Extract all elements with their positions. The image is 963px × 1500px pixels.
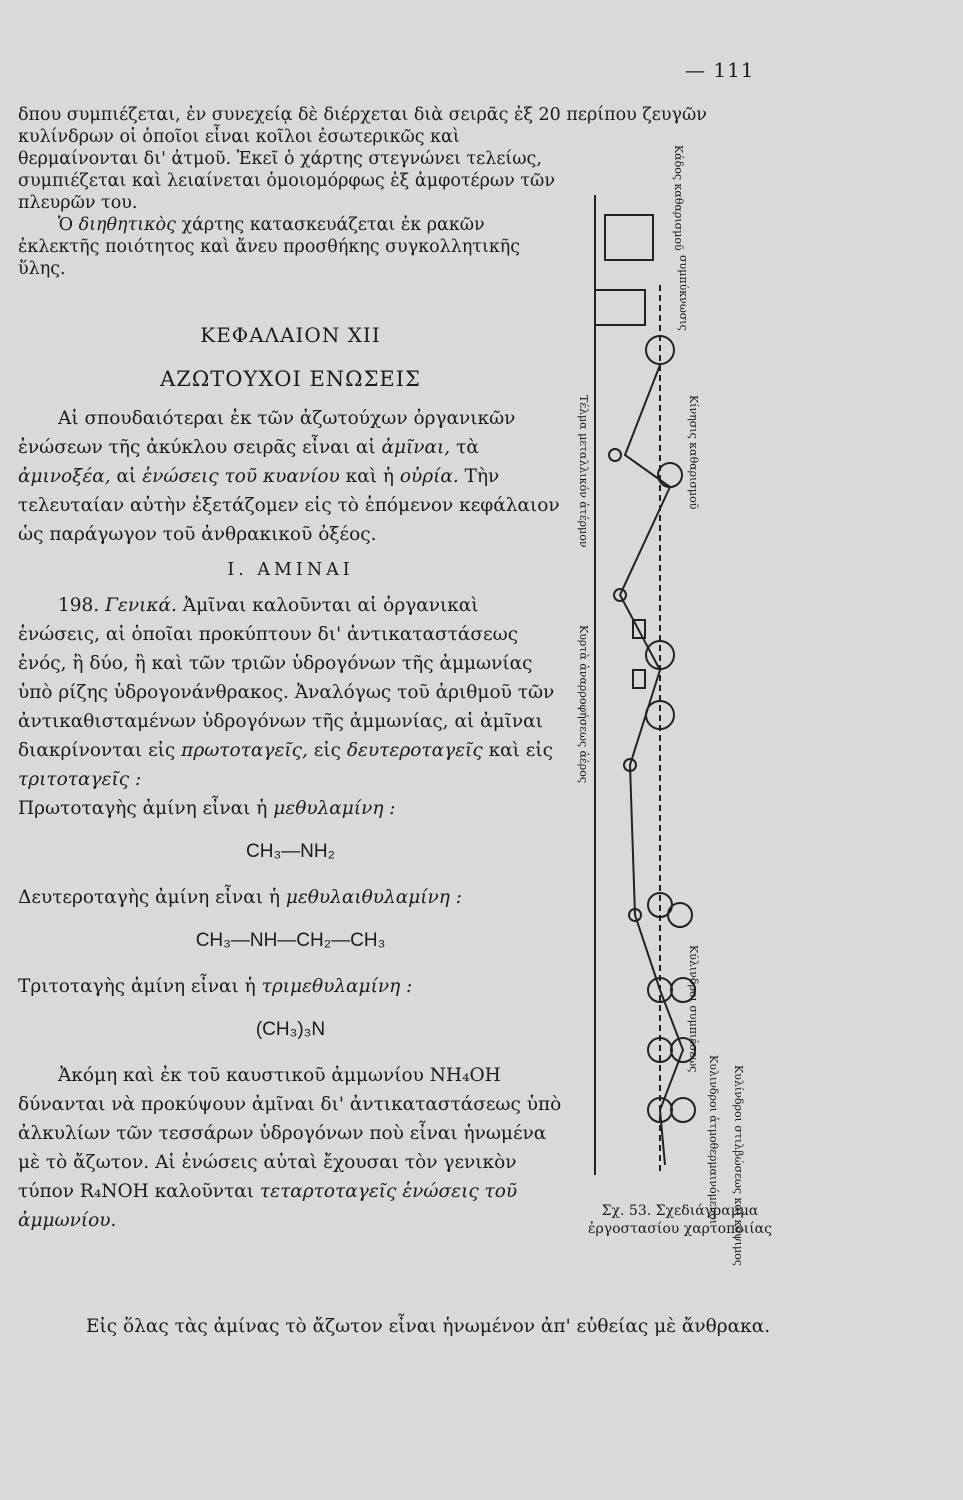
ci-pre: Αἱ σπουδαιότεραι ἐκ τῶν ἀζωτούχων ὀργανικῶν ἑνώσεων τῆς ἀκύκλου σειρᾶς εἶναι αἱ (18, 408, 516, 458)
kw-tertiary: τριτοταγεῖς : (18, 769, 142, 790)
primary-amine-line (18, 794, 563, 823)
ammonium-term: τεταρτοταγεῖς ἑνώσεις τοῦ ἀμμωνίου. (18, 1181, 518, 1231)
par-mid: εἰς (313, 740, 341, 761)
ci-mid2: αἱ (116, 466, 137, 487)
ci-mid3: καὶ ἡ (345, 466, 394, 487)
calender-roller (671, 1098, 695, 1122)
kw-primary: πρωτοταγεῖς, (181, 740, 308, 761)
fig-label-c: Κίνησις καθαρισμοῦ (687, 395, 700, 510)
tertiary-label: Τριτοταγὴς ἀμίνη εἶναι ἡ (18, 976, 256, 997)
secondary-amine-line (18, 883, 563, 912)
fig-label-a: Κάδος καθαρισμοῦ (672, 145, 685, 251)
roller (658, 463, 682, 487)
filter-post: χάρτης κατασκευάζεται ἐκ ρακῶν ἐκλεκτῆς ποιότητος καὶ ἄνευ προσθήκης συγκολλητικῆς ὕλης. (18, 215, 521, 279)
ci-amino-acids: ἀμινοξέα, (18, 466, 111, 487)
closing-paragraph (18, 1312, 778, 1341)
tertiary-amine-line (18, 972, 563, 1001)
par-text: Ἀμῖναι καλοῦνται αἱ ὀργανικαὶ ἑνώσεις, αἱ ὁποῖαι προκύπτουν δι' ἀντικαταστάσεως ἑνός, ἢ δύο, ἢ καὶ τῶν τριῶν ὑδρογόνων τῆς ἀμμωνίας ὑπὸ ρίζης ὑδρογονάνθρακος. Ἀναλόγως τοῦ ἀριθμοῦ τῶν ἀντικαθισταμένων ὑδρογόνων τῆς ἀμμωνίας, αἱ ἀμῖναι διακρίνονται εἰς (18, 595, 555, 761)
paper-mill-diagram (565, 125, 775, 1195)
primary-label: Πρωτοταγὴς ἀμίνη εἶναι ἡ (18, 798, 268, 819)
figure-caption: Σχ. 53. Σχεδιάγραμμα ἐργοστασίου χαρτοποιίας (588, 1203, 772, 1237)
primary-name: μεθυλαμίνη : (273, 798, 396, 819)
press-roller (668, 903, 692, 927)
filter-term: διηθητικὸς (78, 215, 176, 235)
intro-paragraph: κυλίνδρων οἱ ὁποῖοι εἶναι κοῖλοι ἐσωτερικῶς καὶ θερμαίνονται δι' ἀτμοῦ. Ἐκεῖ ὁ χάρτης στεγνώνει τελείως, συμπιέζεται καὶ λειαίνεται ὁμοιομόρφως ἐξ ἀμφοτέρων τῶν πλευρῶν του. (18, 127, 555, 213)
formula-secondary: CH₃—NH—CH₂—CH₃ (195, 930, 386, 951)
secondary-name: μεθυλαιθυλαμίνη : (285, 887, 462, 908)
formula-primary: CH₃—NH₂ (246, 841, 335, 862)
ammonium-paragraph (18, 1061, 563, 1235)
ci-cyanide: ἑνώσεις τοῦ κυανίου (142, 466, 340, 487)
chapter-intro (18, 404, 563, 549)
chapter-title: ΑΖΩΤΟΥΧΟΙ ΕΝΩΣΕΙΣ (160, 367, 421, 391)
washer-box (595, 290, 645, 325)
closing-text: Εἰς ὅλας τὰς ἀμίνας τὸ ἄζωτον εἶναι ἡνωμένον ἀπ' εὐθείας μὲ ἄνθρακα. (86, 1316, 771, 1337)
fig-label-f: Κυλινδροι ἀτμοθερμαινόμενοι (707, 1055, 720, 1225)
ci-urea: οὐρία. (399, 466, 459, 487)
fig-label-e: Κύλινδροι συμπιέσεως (687, 945, 700, 1073)
ammonium-text: Ἀκόμη καὶ ἐκ τοῦ καυστικοῦ ἀμμωνίου NH₄OH δύνανται νὰ προκύψουν ἀμῖναι δι' ἀντικαταστάσεως ὑπὸ ἀλκυλίων τῶν τεσσάρων ὑδρογόνων ποὺ εἶναι ἡνωμένα μὲ τὸ ἄζωτον. Αἱ ἑνώσεις αὐταὶ ἔχουσαι τὸν γενικὸν τύπον R₄NOH καλοῦνται (18, 1065, 562, 1202)
chapter-heading: ΚΕΦΑΛΑΙΟΝ XII (200, 323, 381, 347)
formula-tertiary: (CH₃)₃N (255, 1019, 326, 1040)
par-mid2: καὶ εἰς (488, 740, 553, 761)
filter-pre: Ὁ (58, 215, 74, 235)
section-heading: I. ΑΜΙΝΑΙ (227, 560, 354, 580)
roller (609, 449, 621, 461)
fig-label-g: Κυρτὰ ἀναρροφήσεως ἀέρος (577, 625, 590, 783)
ci-mid1: τὰ (456, 437, 479, 458)
par-head: Γενικά. (105, 595, 177, 616)
ci-amines: ἀμῖναι, (381, 437, 451, 458)
paragraph-198 (18, 591, 563, 794)
kw-secondary: δευτεροταγεῖς (346, 740, 483, 761)
fig-label-h: Κυλίνδροι στιλβώσεως καὶ κόψιμος (732, 1065, 745, 1266)
suction-box (633, 670, 645, 688)
vat-box (605, 215, 653, 260)
filter-paper-paragraph (18, 214, 563, 280)
tertiary-name: τριμεθυλαμίνη : (261, 976, 413, 997)
fig-label-d: Τέλμα μεταλλικόν ἀτέρμον (577, 395, 590, 548)
par-number: 198. (58, 595, 100, 616)
fig-label-b: συμπύκνωσις (677, 255, 690, 331)
page-number: — 111 (685, 58, 755, 82)
paper-path (620, 365, 683, 1165)
intro-line-1: δπου συμπιέζεται, ἐν συνεχείᾳ δὲ διέρχεται διὰ σειρᾶς ἐξ 20 περίπου ζευγῶν (18, 105, 707, 125)
secondary-label: Δευτεροταγὴς ἀμίνη εἶναι ἡ (18, 887, 280, 908)
ci-post: Τὴν τελευταίαν αὐτὴν ἐξετάζομεν εἰς τὸ ἑπόμενον κεφάλαιον ὡς παράγωγον τοῦ ἀνθρακικοῦ ὀξέος. (18, 466, 560, 545)
